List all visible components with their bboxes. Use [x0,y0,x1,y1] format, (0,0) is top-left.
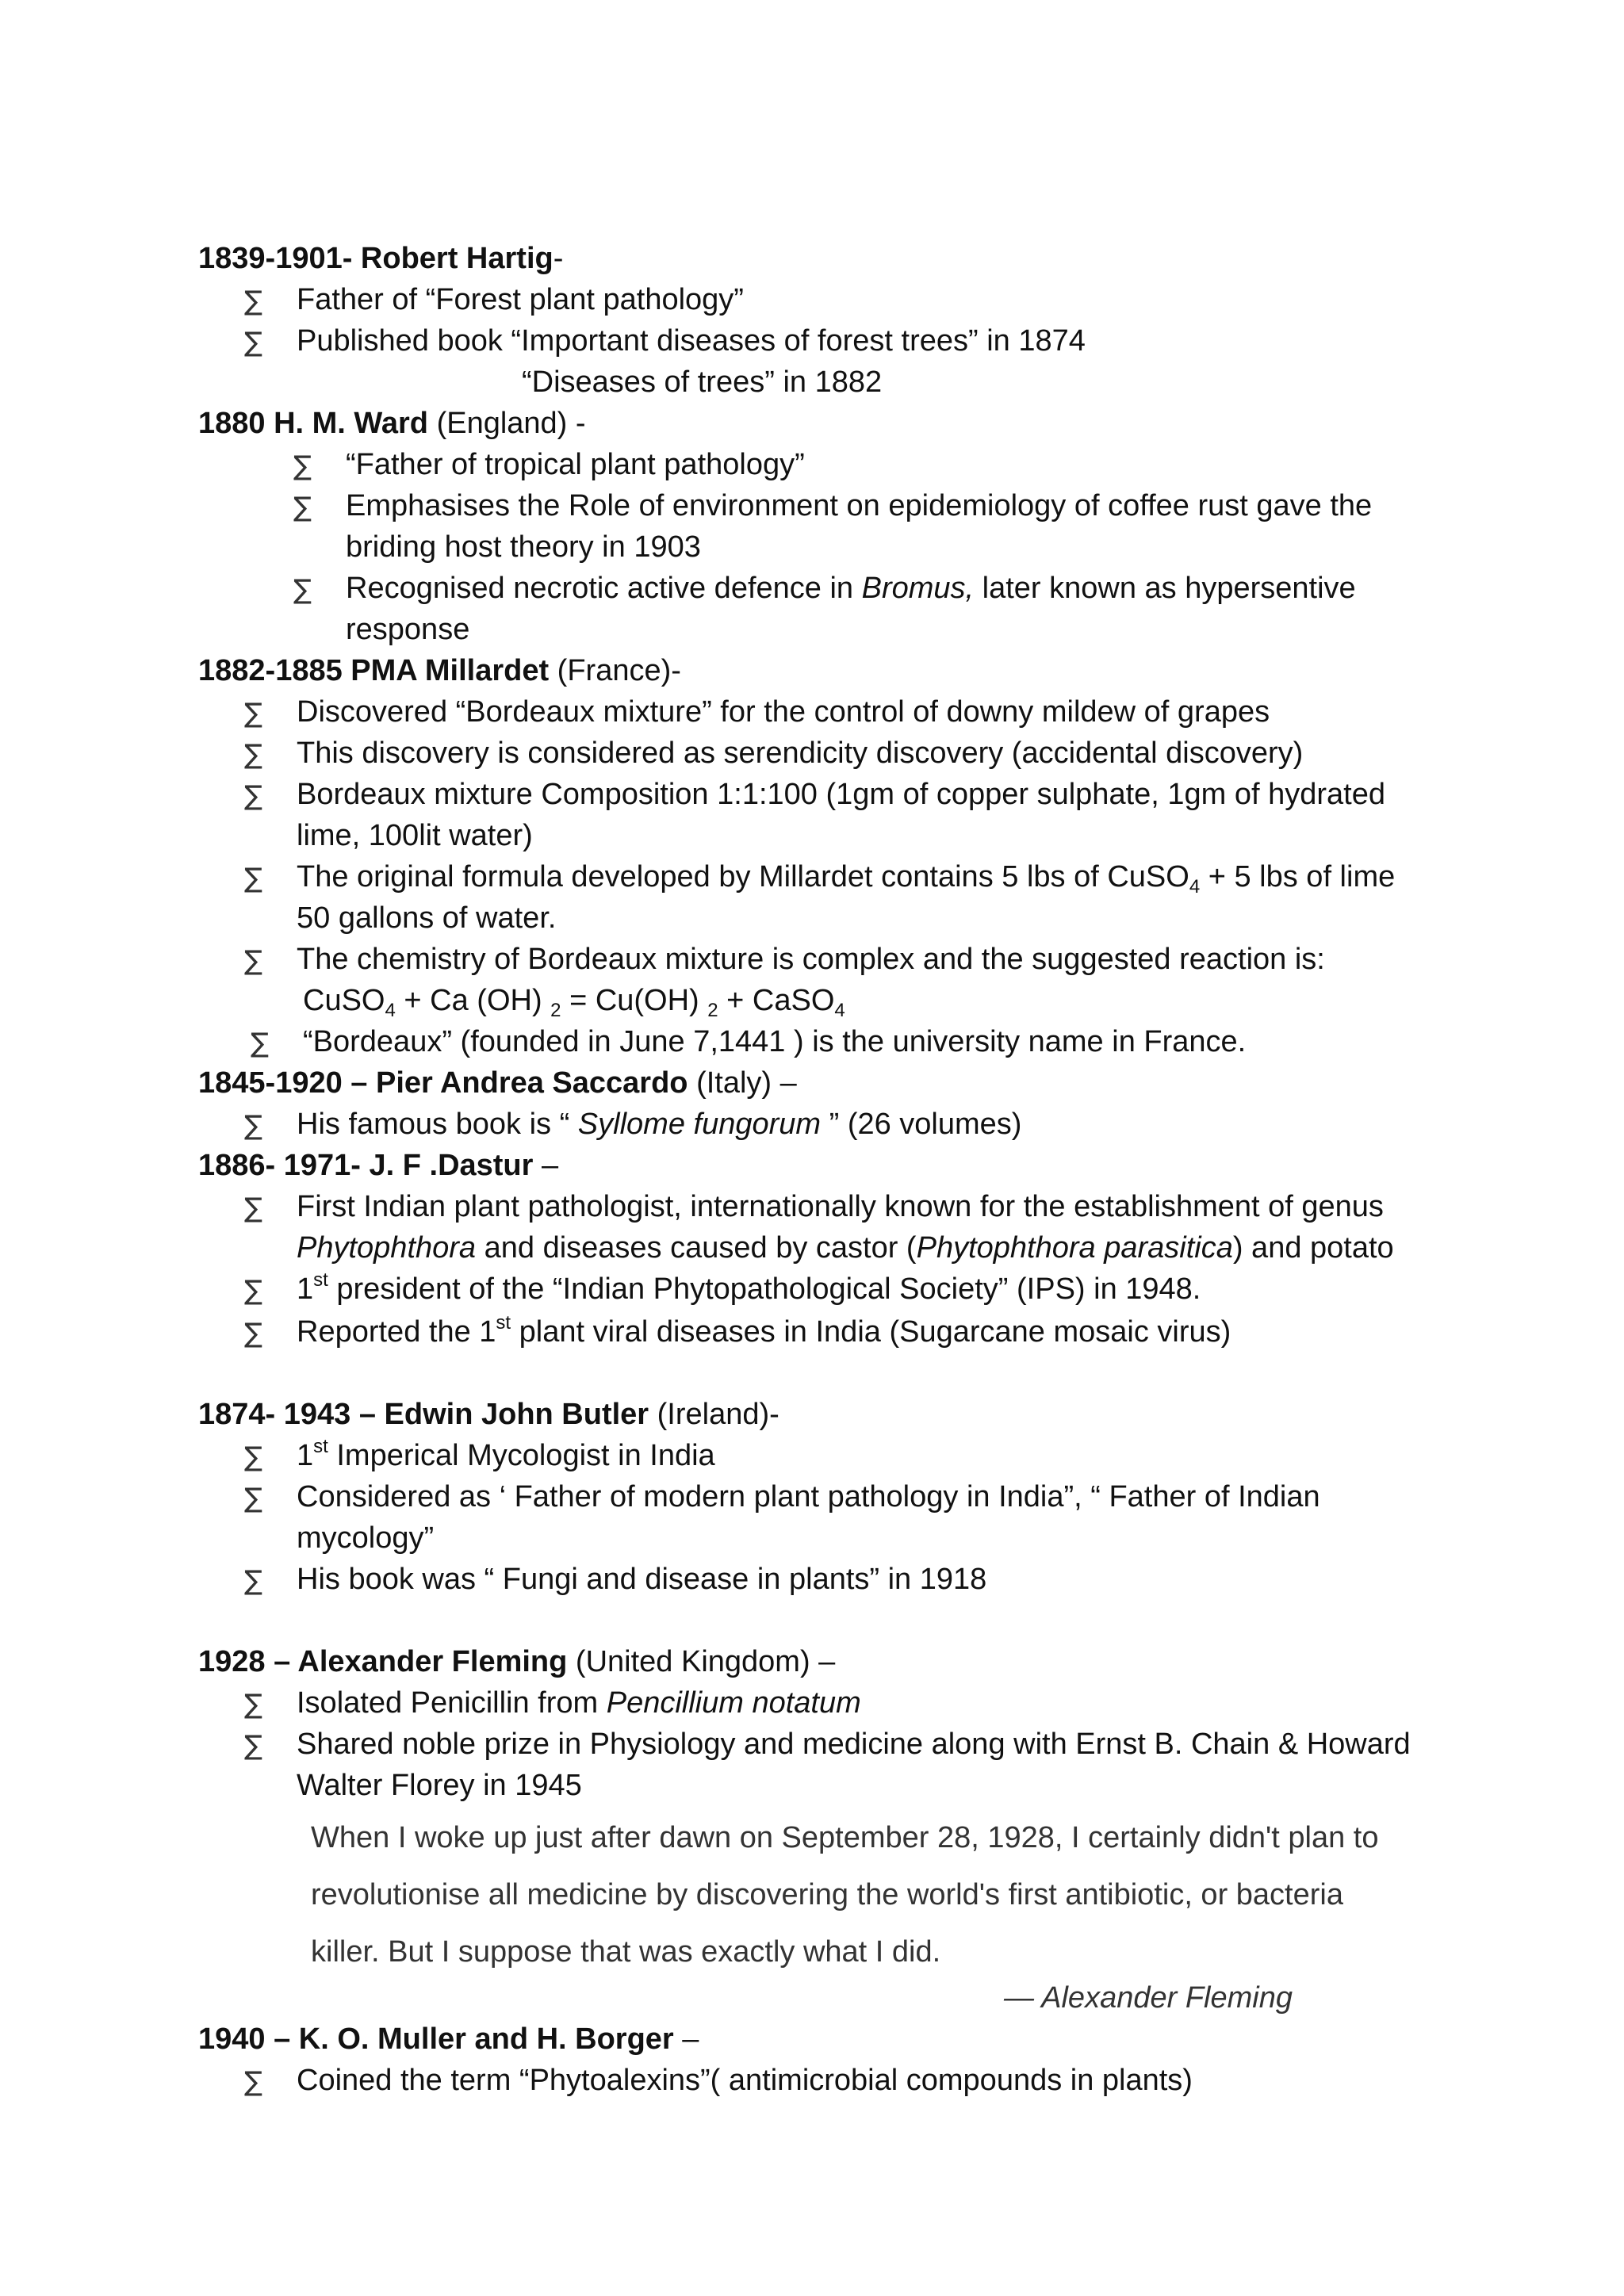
bullet-icon: ∑ [244,1318,262,1349]
heading-ward: 1880 H. M. Ward (England) - [198,407,586,440]
butler-item-3: His book was “ Fungi and disease in plants” in 1918 [297,1563,987,1596]
bullet-icon: ∑ [244,698,262,729]
bullet-icon: ∑ [244,1565,262,1597]
ward-item-3: Recognised necrotic active defence in Bromus, later known as hypersentive [346,572,1356,605]
ward-item-3-cont: response [346,613,470,646]
butler-item-2: Considered as ‘ Father of modern plant pathology in India”, “ Father of Indian [297,1480,1320,1513]
dastur-item-1: First Indian plant pathologist, internationally known for the establishment of genus [297,1190,1384,1223]
hartig-item-2-cont: “Diseases of trees” in 1882 [522,365,883,399]
bullet-icon: ∑ [244,1110,262,1142]
bullet-icon: ∑ [244,1730,262,1762]
ward-item-2: Emphasises the Role of environment on epidemiology of coffee rust gave the [346,489,1373,522]
muller-item-1: Coined the term “Phytoalexins”( antimicrobial compounds in plants) [297,2064,1193,2097]
fleming-item-1: Isolated Penicillin from Pencillium notatum [297,1686,861,1720]
bullet-icon: ∑ [251,1027,269,1059]
bullet-icon: ∑ [244,1483,262,1514]
dastur-item-2: 1st president of the “Indian Phytopathological Society” (IPS) in 1948. [297,1269,1201,1306]
millardet-item-4-cont: 50 gallons of water. [297,901,557,935]
dastur-item-3: Reported the 1st plant viral diseases in India (Sugarcane mosaic virus) [297,1312,1231,1349]
quote-line-1: When I woke up just after dawn on September 28, 1928, I certainly didn't plan to [311,1821,1379,1854]
dastur-item-1-cont: Phytophthora and diseases caused by castor (Phytophthora parasitica) and potato [297,1231,1394,1265]
millardet-item-3: Bordeaux mixture Composition 1:1:100 (1gm of copper sulphate, 1gm of hydrated [297,778,1385,811]
butler-item-1: 1st Imperical Mycologist in India [297,1436,715,1472]
millardet-item-5: The chemistry of Bordeaux mixture is complex and the suggested reaction is: [297,943,1325,976]
bullet-icon: ∑ [244,1275,262,1307]
heading-muller: 1940 – K. O. Muller and H. Borger – [198,2022,699,2056]
heading-saccardo: 1845-1920 – Pier Andrea Saccardo (Italy) – [198,1066,797,1100]
bullet-icon: ∑ [244,945,262,977]
bullet-icon: ∑ [244,285,262,317]
millardet-item-1: Discovered “Bordeaux mixture” for the control of downy mildew of grapes [297,695,1270,729]
hartig-item-2: Published book “Important diseases of forest trees” in 1874 [297,324,1086,358]
millardet-item-3-cont: lime, 100lit water) [297,819,533,852]
fleming-item-2: Shared noble prize in Physiology and medicine along with Ernst B. Chain & Howard [297,1728,1411,1761]
heading-dastur: 1886- 1971- J. F .Dastur – [198,1149,559,1182]
reaction-equation: CuSO$_4$ + Ca (OH) $_2$ = Cu(OH) $_2$ + CaSO$_4$ [303,984,845,1021]
hartig-item-1: Father of “Forest plant pathology” [297,283,744,316]
heading-butler: 1874- 1943 – Edwin John Butler (Ireland)- [198,1398,779,1431]
bullet-icon: ∑ [244,780,262,812]
fleming-item-2-cont: Walter Florey in 1945 [297,1769,582,1802]
bullet-icon: ∑ [293,574,312,606]
millardet-item-2: This discovery is considered as serendicity discovery (accidental discovery) [297,737,1304,770]
ward-item-1: “Father of tropical plant pathology” [346,448,805,481]
ward-item-2-cont: briding host theory in 1903 [346,530,701,564]
bullet-icon: ∑ [244,739,262,771]
bullet-icon: ∑ [244,1441,262,1473]
heading-hartig: 1839-1901- Robert Hartig- [198,242,564,275]
millardet-item-4: The original formula developed by Millardet contains 5 lbs of CuSO$_4$ + 5 lbs of lime [297,860,1396,897]
millardet-item-6: “Bordeaux” (founded in June 7,1441 ) is the university name in France. [303,1025,1247,1058]
bullet-icon: ∑ [293,492,312,523]
bullet-icon: ∑ [244,1192,262,1224]
quote-line-2: revolutionise all medicine by discovering the world's first antibiotic, or bacteria [311,1878,1343,1911]
bullet-icon: ∑ [244,863,262,894]
quote-attribution: — Alexander Fleming [1004,1981,1293,2015]
saccardo-item-1: His famous book is “ Syllome fungorum ” (26 volumes) [297,1108,1022,1141]
heading-millardet: 1882-1885 PMA Millardet (France)- [198,654,681,687]
butler-item-2-cont: mycology” [297,1521,435,1555]
quote-line-3: killer. But I suppose that was exactly what I did. [311,1935,941,1969]
bullet-icon: ∑ [244,327,262,358]
bullet-icon: ∑ [244,2066,262,2098]
heading-fleming: 1928 – Alexander Fleming (United Kingdom) – [198,1645,836,1678]
bullet-icon: ∑ [244,1689,262,1720]
bullet-icon: ∑ [293,450,312,482]
